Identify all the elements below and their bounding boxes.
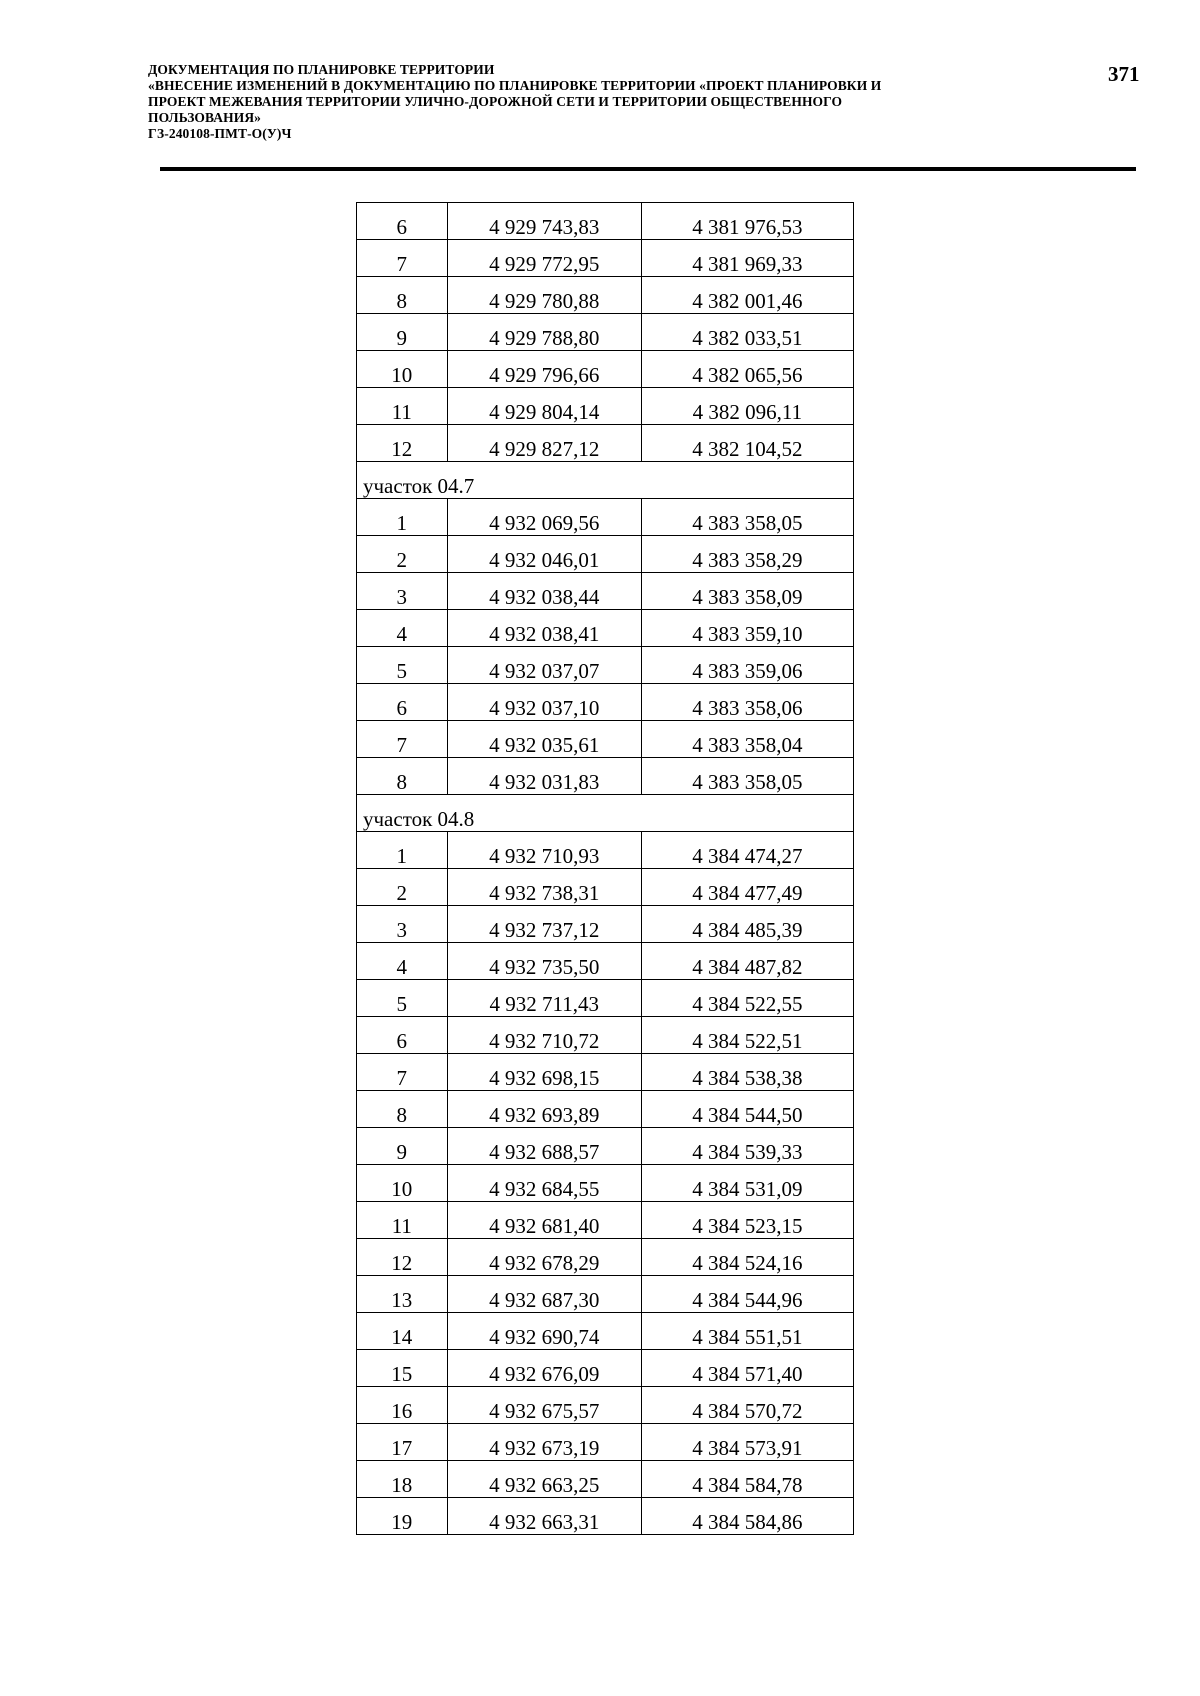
x-coordinate-cell: 4 929 743,83: [447, 203, 641, 240]
y-coordinate-cell: 4 383 359,10: [641, 610, 853, 647]
table-row: [357, 1387, 854, 1424]
point-number-cell: 1: [357, 499, 448, 536]
y-coordinate-cell: 4 384 551,51: [641, 1313, 853, 1350]
point-number-cell: 11: [357, 388, 448, 425]
point-number-cell: 10: [357, 1165, 448, 1202]
y-coordinate-cell: 4 382 033,51: [641, 314, 853, 351]
table-row: [357, 1017, 854, 1054]
document-header: [148, 62, 1028, 142]
y-coordinate-cell: 4 384 538,38: [641, 1054, 853, 1091]
x-coordinate-cell: 4 932 676,09: [447, 1350, 641, 1387]
point-number-cell: 10: [357, 351, 448, 388]
x-coordinate-cell: 4 932 663,25: [447, 1461, 641, 1498]
y-coordinate-cell: 4 384 523,15: [641, 1202, 853, 1239]
x-coordinate-cell: 4 932 710,93: [447, 832, 641, 869]
x-coordinate-cell: 4 932 688,57: [447, 1128, 641, 1165]
table-row: [357, 240, 854, 277]
section-label: участок 04.8: [357, 795, 854, 832]
y-coordinate-cell: 4 382 001,46: [641, 277, 853, 314]
y-coordinate-cell: 4 384 474,27: [641, 832, 853, 869]
x-coordinate-cell: 4 932 711,43: [447, 980, 641, 1017]
y-coordinate-cell: 4 383 358,05: [641, 499, 853, 536]
coordinates-table: [356, 202, 854, 1535]
table-row: [357, 758, 854, 795]
table-row: [357, 647, 854, 684]
table-row: [357, 1165, 854, 1202]
table-row: [357, 499, 854, 536]
x-coordinate-cell: 4 932 037,10: [447, 684, 641, 721]
table-row: [357, 573, 854, 610]
y-coordinate-cell: 4 383 358,09: [641, 573, 853, 610]
section-row: [357, 795, 854, 832]
point-number-cell: 3: [357, 573, 448, 610]
y-coordinate-cell: 4 383 358,06: [641, 684, 853, 721]
y-coordinate-cell: 4 384 539,33: [641, 1128, 853, 1165]
x-coordinate-cell: 4 932 687,30: [447, 1276, 641, 1313]
x-coordinate-cell: 4 932 678,29: [447, 1239, 641, 1276]
point-number-cell: 16: [357, 1387, 448, 1424]
x-coordinate-cell: 4 932 690,74: [447, 1313, 641, 1350]
point-number-cell: 1: [357, 832, 448, 869]
x-coordinate-cell: 4 932 681,40: [447, 1202, 641, 1239]
x-coordinate-cell: 4 932 738,31: [447, 869, 641, 906]
x-coordinate-cell: 4 932 035,61: [447, 721, 641, 758]
header-line-1: ДОКУМЕНТАЦИЯ ПО ПЛАНИРОВКЕ ТЕРРИТОРИИ: [148, 62, 495, 77]
point-number-cell: 9: [357, 1128, 448, 1165]
document-code: ГЗ-240108-ПМТ-О(У)Ч: [148, 126, 292, 141]
table-row: [357, 906, 854, 943]
table-row: [357, 536, 854, 573]
table-row: [357, 610, 854, 647]
table-row: [357, 277, 854, 314]
table-row: [357, 1461, 854, 1498]
y-coordinate-cell: 4 384 571,40: [641, 1350, 853, 1387]
x-coordinate-cell: 4 932 069,56: [447, 499, 641, 536]
coordinates-table-body: [357, 203, 854, 1535]
x-coordinate-cell: 4 932 735,50: [447, 943, 641, 980]
table-row: [357, 314, 854, 351]
x-coordinate-cell: 4 932 737,12: [447, 906, 641, 943]
point-number-cell: 6: [357, 1017, 448, 1054]
x-coordinate-cell: 4 932 675,57: [447, 1387, 641, 1424]
table-row: [357, 388, 854, 425]
table-row: [357, 1054, 854, 1091]
x-coordinate-cell: 4 932 046,01: [447, 536, 641, 573]
y-coordinate-cell: 4 384 477,49: [641, 869, 853, 906]
y-coordinate-cell: 4 383 358,04: [641, 721, 853, 758]
y-coordinate-cell: 4 381 976,53: [641, 203, 853, 240]
y-coordinate-cell: 4 382 096,11: [641, 388, 853, 425]
table-row: [357, 1239, 854, 1276]
x-coordinate-cell: 4 932 038,41: [447, 610, 641, 647]
point-number-cell: 12: [357, 425, 448, 462]
point-number-cell: 7: [357, 1054, 448, 1091]
point-number-cell: 2: [357, 536, 448, 573]
point-number-cell: 3: [357, 906, 448, 943]
point-number-cell: 4: [357, 610, 448, 647]
table-row: [357, 832, 854, 869]
point-number-cell: 9: [357, 314, 448, 351]
y-coordinate-cell: 4 383 358,05: [641, 758, 853, 795]
point-number-cell: 2: [357, 869, 448, 906]
y-coordinate-cell: 4 382 104,52: [641, 425, 853, 462]
table-row: [357, 1202, 854, 1239]
y-coordinate-cell: 4 383 358,29: [641, 536, 853, 573]
x-coordinate-cell: 4 929 780,88: [447, 277, 641, 314]
table-row: [357, 351, 854, 388]
point-number-cell: 8: [357, 758, 448, 795]
point-number-cell: 18: [357, 1461, 448, 1498]
table-row: [357, 203, 854, 240]
header-line-4: ПОЛЬЗОВАНИЯ»: [148, 110, 262, 125]
x-coordinate-cell: 4 932 038,44: [447, 573, 641, 610]
y-coordinate-cell: 4 384 522,55: [641, 980, 853, 1017]
x-coordinate-cell: 4 932 673,19: [447, 1424, 641, 1461]
point-number-cell: 17: [357, 1424, 448, 1461]
header-divider: [160, 167, 1136, 171]
table-row: [357, 425, 854, 462]
point-number-cell: 14: [357, 1313, 448, 1350]
x-coordinate-cell: 4 932 698,15: [447, 1054, 641, 1091]
x-coordinate-cell: 4 929 788,80: [447, 314, 641, 351]
point-number-cell: 4: [357, 943, 448, 980]
y-coordinate-cell: 4 384 524,16: [641, 1239, 853, 1276]
y-coordinate-cell: 4 384 544,50: [641, 1091, 853, 1128]
y-coordinate-cell: 4 384 544,96: [641, 1276, 853, 1313]
table-row: [357, 980, 854, 1017]
point-number-cell: 6: [357, 203, 448, 240]
point-number-cell: 8: [357, 1091, 448, 1128]
y-coordinate-cell: 4 383 359,06: [641, 647, 853, 684]
page-number: 371: [1108, 62, 1140, 86]
y-coordinate-cell: 4 384 570,72: [641, 1387, 853, 1424]
x-coordinate-cell: 4 932 693,89: [447, 1091, 641, 1128]
y-coordinate-cell: 4 381 969,33: [641, 240, 853, 277]
point-number-cell: 12: [357, 1239, 448, 1276]
point-number-cell: 13: [357, 1276, 448, 1313]
point-number-cell: 15: [357, 1350, 448, 1387]
x-coordinate-cell: 4 929 804,14: [447, 388, 641, 425]
section-row: [357, 462, 854, 499]
y-coordinate-cell: 4 384 573,91: [641, 1424, 853, 1461]
table-row: [357, 1424, 854, 1461]
x-coordinate-cell: 4 929 772,95: [447, 240, 641, 277]
table-row: [357, 1350, 854, 1387]
table-row: [357, 1091, 854, 1128]
header-line-2: «ВНЕСЕНИЕ ИЗМЕНЕНИЙ В ДОКУМЕНТАЦИЮ ПО ПЛАНИРОВКЕ ТЕРРИТОРИИ «ПРОЕКТ ПЛАНИРОВКИ И: [148, 78, 882, 93]
x-coordinate-cell: 4 932 710,72: [447, 1017, 641, 1054]
table-row: [357, 1498, 854, 1535]
header-line-3: ПРОЕКТ МЕЖЕВАНИЯ ТЕРРИТОРИИ УЛИЧНО-ДОРОЖНОЙ СЕТИ И ТЕРРИТОРИИ ОБЩЕСТВЕННОГО: [148, 94, 843, 109]
y-coordinate-cell: 4 384 584,86: [641, 1498, 853, 1535]
point-number-cell: 5: [357, 647, 448, 684]
y-coordinate-cell: 4 384 584,78: [641, 1461, 853, 1498]
x-coordinate-cell: 4 932 031,83: [447, 758, 641, 795]
y-coordinate-cell: 4 384 485,39: [641, 906, 853, 943]
point-number-cell: 11: [357, 1202, 448, 1239]
table-row: [357, 943, 854, 980]
table-row: [357, 1313, 854, 1350]
point-number-cell: 8: [357, 277, 448, 314]
x-coordinate-cell: 4 929 796,66: [447, 351, 641, 388]
x-coordinate-cell: 4 932 663,31: [447, 1498, 641, 1535]
x-coordinate-cell: 4 932 037,07: [447, 647, 641, 684]
x-coordinate-cell: 4 932 684,55: [447, 1165, 641, 1202]
table-row: [357, 1276, 854, 1313]
table-row: [357, 684, 854, 721]
y-coordinate-cell: 4 382 065,56: [641, 351, 853, 388]
table-row: [357, 1128, 854, 1165]
section-label: участок 04.7: [357, 462, 854, 499]
table-row: [357, 869, 854, 906]
table-row: [357, 721, 854, 758]
point-number-cell: 19: [357, 1498, 448, 1535]
point-number-cell: 7: [357, 240, 448, 277]
x-coordinate-cell: 4 929 827,12: [447, 425, 641, 462]
y-coordinate-cell: 4 384 522,51: [641, 1017, 853, 1054]
point-number-cell: 6: [357, 684, 448, 721]
point-number-cell: 5: [357, 980, 448, 1017]
y-coordinate-cell: 4 384 531,09: [641, 1165, 853, 1202]
point-number-cell: 7: [357, 721, 448, 758]
y-coordinate-cell: 4 384 487,82: [641, 943, 853, 980]
